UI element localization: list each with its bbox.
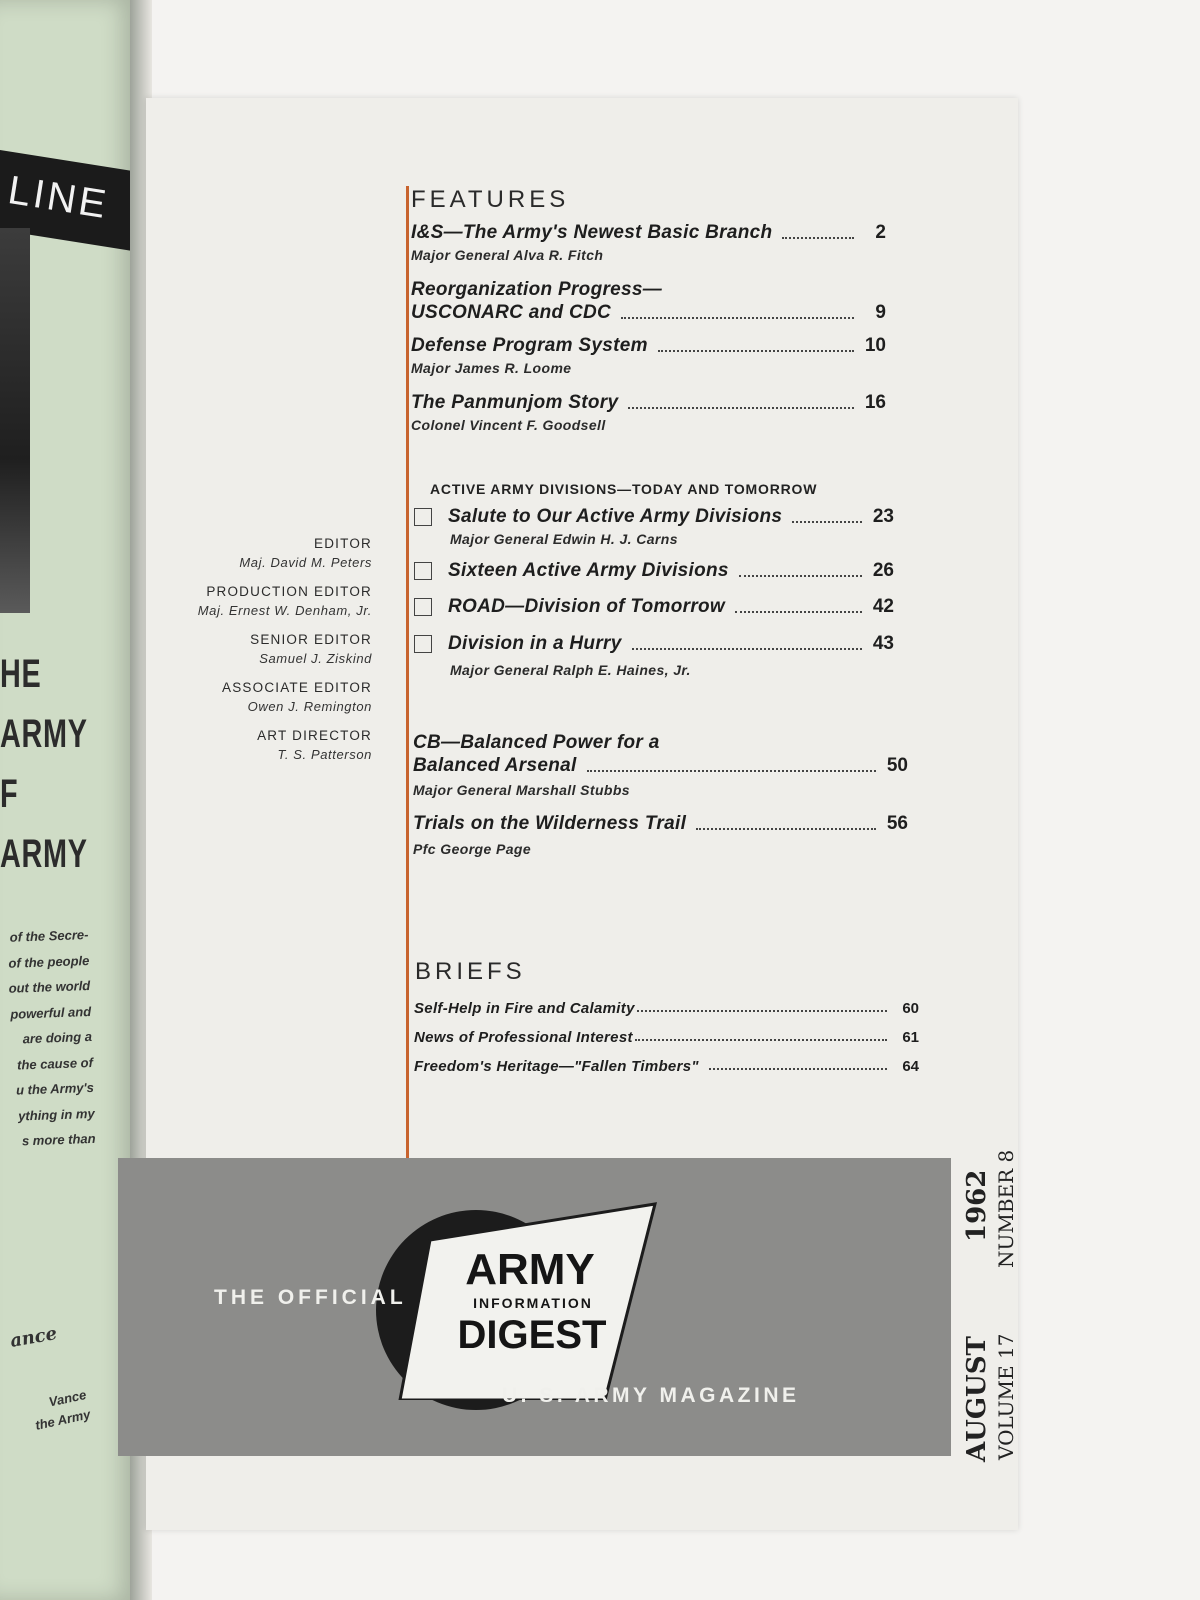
issue-year: 1962 bbox=[962, 1169, 992, 1242]
toc-entry[interactable] bbox=[411, 335, 886, 376]
entry-title: Salute to Our Active Army Divisions bbox=[448, 506, 783, 527]
entry-page: 43 bbox=[872, 633, 894, 654]
signer-block bbox=[6, 1385, 93, 1441]
briefs-heading: BRIEFS bbox=[415, 958, 526, 985]
entry-author: Major General Marshall Stubbs bbox=[413, 782, 630, 798]
dot-leader bbox=[709, 1067, 887, 1070]
masthead bbox=[146, 528, 372, 762]
left-line: of the people bbox=[8, 952, 90, 971]
entry-title: ROAD—Division of Tomorrow bbox=[448, 596, 726, 617]
entry-title: Self-Help in Fire and Calamity bbox=[414, 1000, 635, 1017]
logo-information-text: INFORMATION bbox=[473, 1295, 593, 1311]
left-line: powerful and bbox=[10, 1003, 92, 1022]
entry-page: 56 bbox=[886, 813, 908, 834]
entry-title: Trials on the Wilderness Trail bbox=[413, 813, 687, 834]
left-line: are doing a bbox=[22, 1028, 93, 1047]
entry-title: News of Professional Interest bbox=[414, 1029, 633, 1046]
checkbox-icon bbox=[414, 508, 432, 526]
entry-author: Major General Edwin H. J. Carns bbox=[450, 531, 678, 547]
accent-rule bbox=[406, 186, 409, 1256]
left-headline-2: ARMY bbox=[0, 712, 88, 756]
left-headline-1: HE bbox=[0, 652, 42, 696]
toc-entry[interactable] bbox=[413, 732, 908, 798]
entry-title: The Panmunjom Story bbox=[411, 392, 619, 413]
masthead-role: SENIOR EDITOR bbox=[250, 632, 372, 647]
dot-leader bbox=[628, 406, 854, 409]
issue-info bbox=[960, 1149, 1060, 1462]
logo-army-text: ARMY bbox=[465, 1245, 595, 1294]
dot-leader bbox=[658, 349, 854, 352]
signer-title: the Army bbox=[33, 1406, 92, 1433]
left-line: of the Secre- bbox=[9, 926, 89, 945]
left-headline-4: ARMY bbox=[0, 832, 88, 876]
toc-entry[interactable] bbox=[414, 1000, 919, 1017]
toc-entry[interactable] bbox=[414, 1029, 919, 1046]
cover-banner bbox=[118, 1158, 951, 1456]
dot-leader bbox=[587, 769, 876, 772]
dot-leader bbox=[635, 1038, 887, 1041]
entry-page: 9 bbox=[875, 302, 886, 323]
entry-title-line: CB—Balanced Power for a bbox=[413, 732, 660, 753]
entry-page: 23 bbox=[872, 506, 894, 527]
toc-entry[interactable] bbox=[411, 392, 886, 433]
portrait-photo bbox=[0, 228, 30, 613]
entry-author: Colonel Vincent F. Goodsell bbox=[411, 417, 606, 433]
issue-volume: VOLUME 17 bbox=[994, 1333, 1018, 1460]
left-paragraph bbox=[0, 922, 96, 1154]
toc-entry[interactable] bbox=[414, 560, 894, 582]
dot-leader bbox=[637, 1009, 887, 1012]
entry-page: 64 bbox=[902, 1058, 919, 1075]
toc-entry[interactable] bbox=[414, 633, 894, 678]
checkbox-icon bbox=[414, 635, 432, 653]
entry-page: 26 bbox=[872, 560, 894, 581]
entry-page: 42 bbox=[872, 596, 894, 617]
toc-entry[interactable] bbox=[414, 1058, 919, 1075]
left-line: ything in my bbox=[17, 1105, 95, 1124]
signer-name: Vance bbox=[47, 1386, 88, 1410]
checkbox-icon bbox=[414, 598, 432, 616]
dot-leader bbox=[735, 610, 862, 613]
entry-page: 60 bbox=[902, 1000, 919, 1017]
divisions-heading: ACTIVE ARMY DIVISIONS—TODAY AND TOMORROW bbox=[430, 481, 818, 497]
entry-title: Balanced Arsenal bbox=[413, 755, 577, 776]
army-digest-logo bbox=[390, 1200, 660, 1400]
left-headline-3: F bbox=[0, 772, 19, 816]
signature: ance bbox=[8, 1323, 59, 1352]
issue-month: AUGUST bbox=[962, 1336, 992, 1462]
masthead-role: ASSOCIATE EDITOR bbox=[222, 680, 372, 695]
masthead-name: Samuel J. Ziskind bbox=[259, 651, 372, 666]
entry-page: 61 bbox=[902, 1029, 919, 1046]
banner-magazine-text: U. S. ARMY MAGAZINE bbox=[502, 1384, 800, 1407]
left-line: s more than bbox=[21, 1130, 96, 1149]
masthead-name: Owen J. Remington bbox=[247, 699, 372, 714]
entry-title-line: Reorganization Progress— bbox=[411, 279, 663, 300]
entry-page: 50 bbox=[886, 755, 908, 776]
masthead-role: EDITOR bbox=[314, 536, 372, 551]
entry-page: 2 bbox=[875, 222, 886, 243]
entry-author: Pfc George Page bbox=[413, 841, 532, 857]
toc-entry[interactable] bbox=[414, 506, 894, 547]
dot-leader bbox=[632, 647, 862, 650]
left-line: u the Army's bbox=[15, 1079, 95, 1098]
toc-entry[interactable] bbox=[414, 596, 894, 618]
masthead-name: T. S. Patterson bbox=[277, 747, 372, 762]
dot-leader bbox=[792, 520, 862, 523]
banner-official-text: THE OFFICIAL bbox=[214, 1286, 407, 1309]
dot-leader bbox=[739, 574, 862, 577]
entry-author: Major General Ralph E. Haines, Jr. bbox=[450, 662, 691, 678]
entry-title: Defense Program System bbox=[411, 335, 648, 356]
entry-title: USCONARC and CDC bbox=[411, 302, 612, 323]
entry-author: Major James R. Loome bbox=[411, 360, 572, 376]
dot-leader bbox=[621, 316, 854, 319]
entry-page: 16 bbox=[864, 392, 886, 413]
masthead-name: Maj. Ernest W. Denham, Jr. bbox=[197, 603, 372, 618]
entry-author: Major General Alva R. Fitch bbox=[411, 247, 604, 263]
issue-number: NUMBER 8 bbox=[994, 1149, 1018, 1268]
entry-page: 10 bbox=[864, 335, 886, 356]
masthead-role: PRODUCTION EDITOR bbox=[206, 584, 372, 599]
entry-title: I&S—The Army's Newest Basic Branch bbox=[411, 222, 773, 243]
left-line: out the world bbox=[8, 977, 91, 996]
entry-title: Freedom's Heritage—"Fallen Timbers" bbox=[414, 1058, 699, 1075]
toc-entry[interactable] bbox=[413, 813, 908, 857]
dot-leader bbox=[782, 236, 854, 239]
entry-title: Sixteen Active Army Divisions bbox=[448, 560, 729, 581]
title-band-text: LINE bbox=[5, 168, 112, 228]
toc-entry[interactable] bbox=[411, 279, 886, 324]
left-line: the cause of bbox=[16, 1054, 94, 1073]
dot-leader bbox=[696, 827, 876, 830]
masthead-role: ART DIRECTOR bbox=[257, 728, 372, 743]
features-heading: FEATURES bbox=[411, 186, 570, 213]
logo-digest-text: DIGEST bbox=[457, 1313, 607, 1357]
checkbox-icon bbox=[414, 562, 432, 580]
toc-entry[interactable] bbox=[411, 222, 886, 263]
masthead-name: Maj. David M. Peters bbox=[239, 555, 372, 570]
entry-title: Division in a Hurry bbox=[448, 633, 622, 654]
